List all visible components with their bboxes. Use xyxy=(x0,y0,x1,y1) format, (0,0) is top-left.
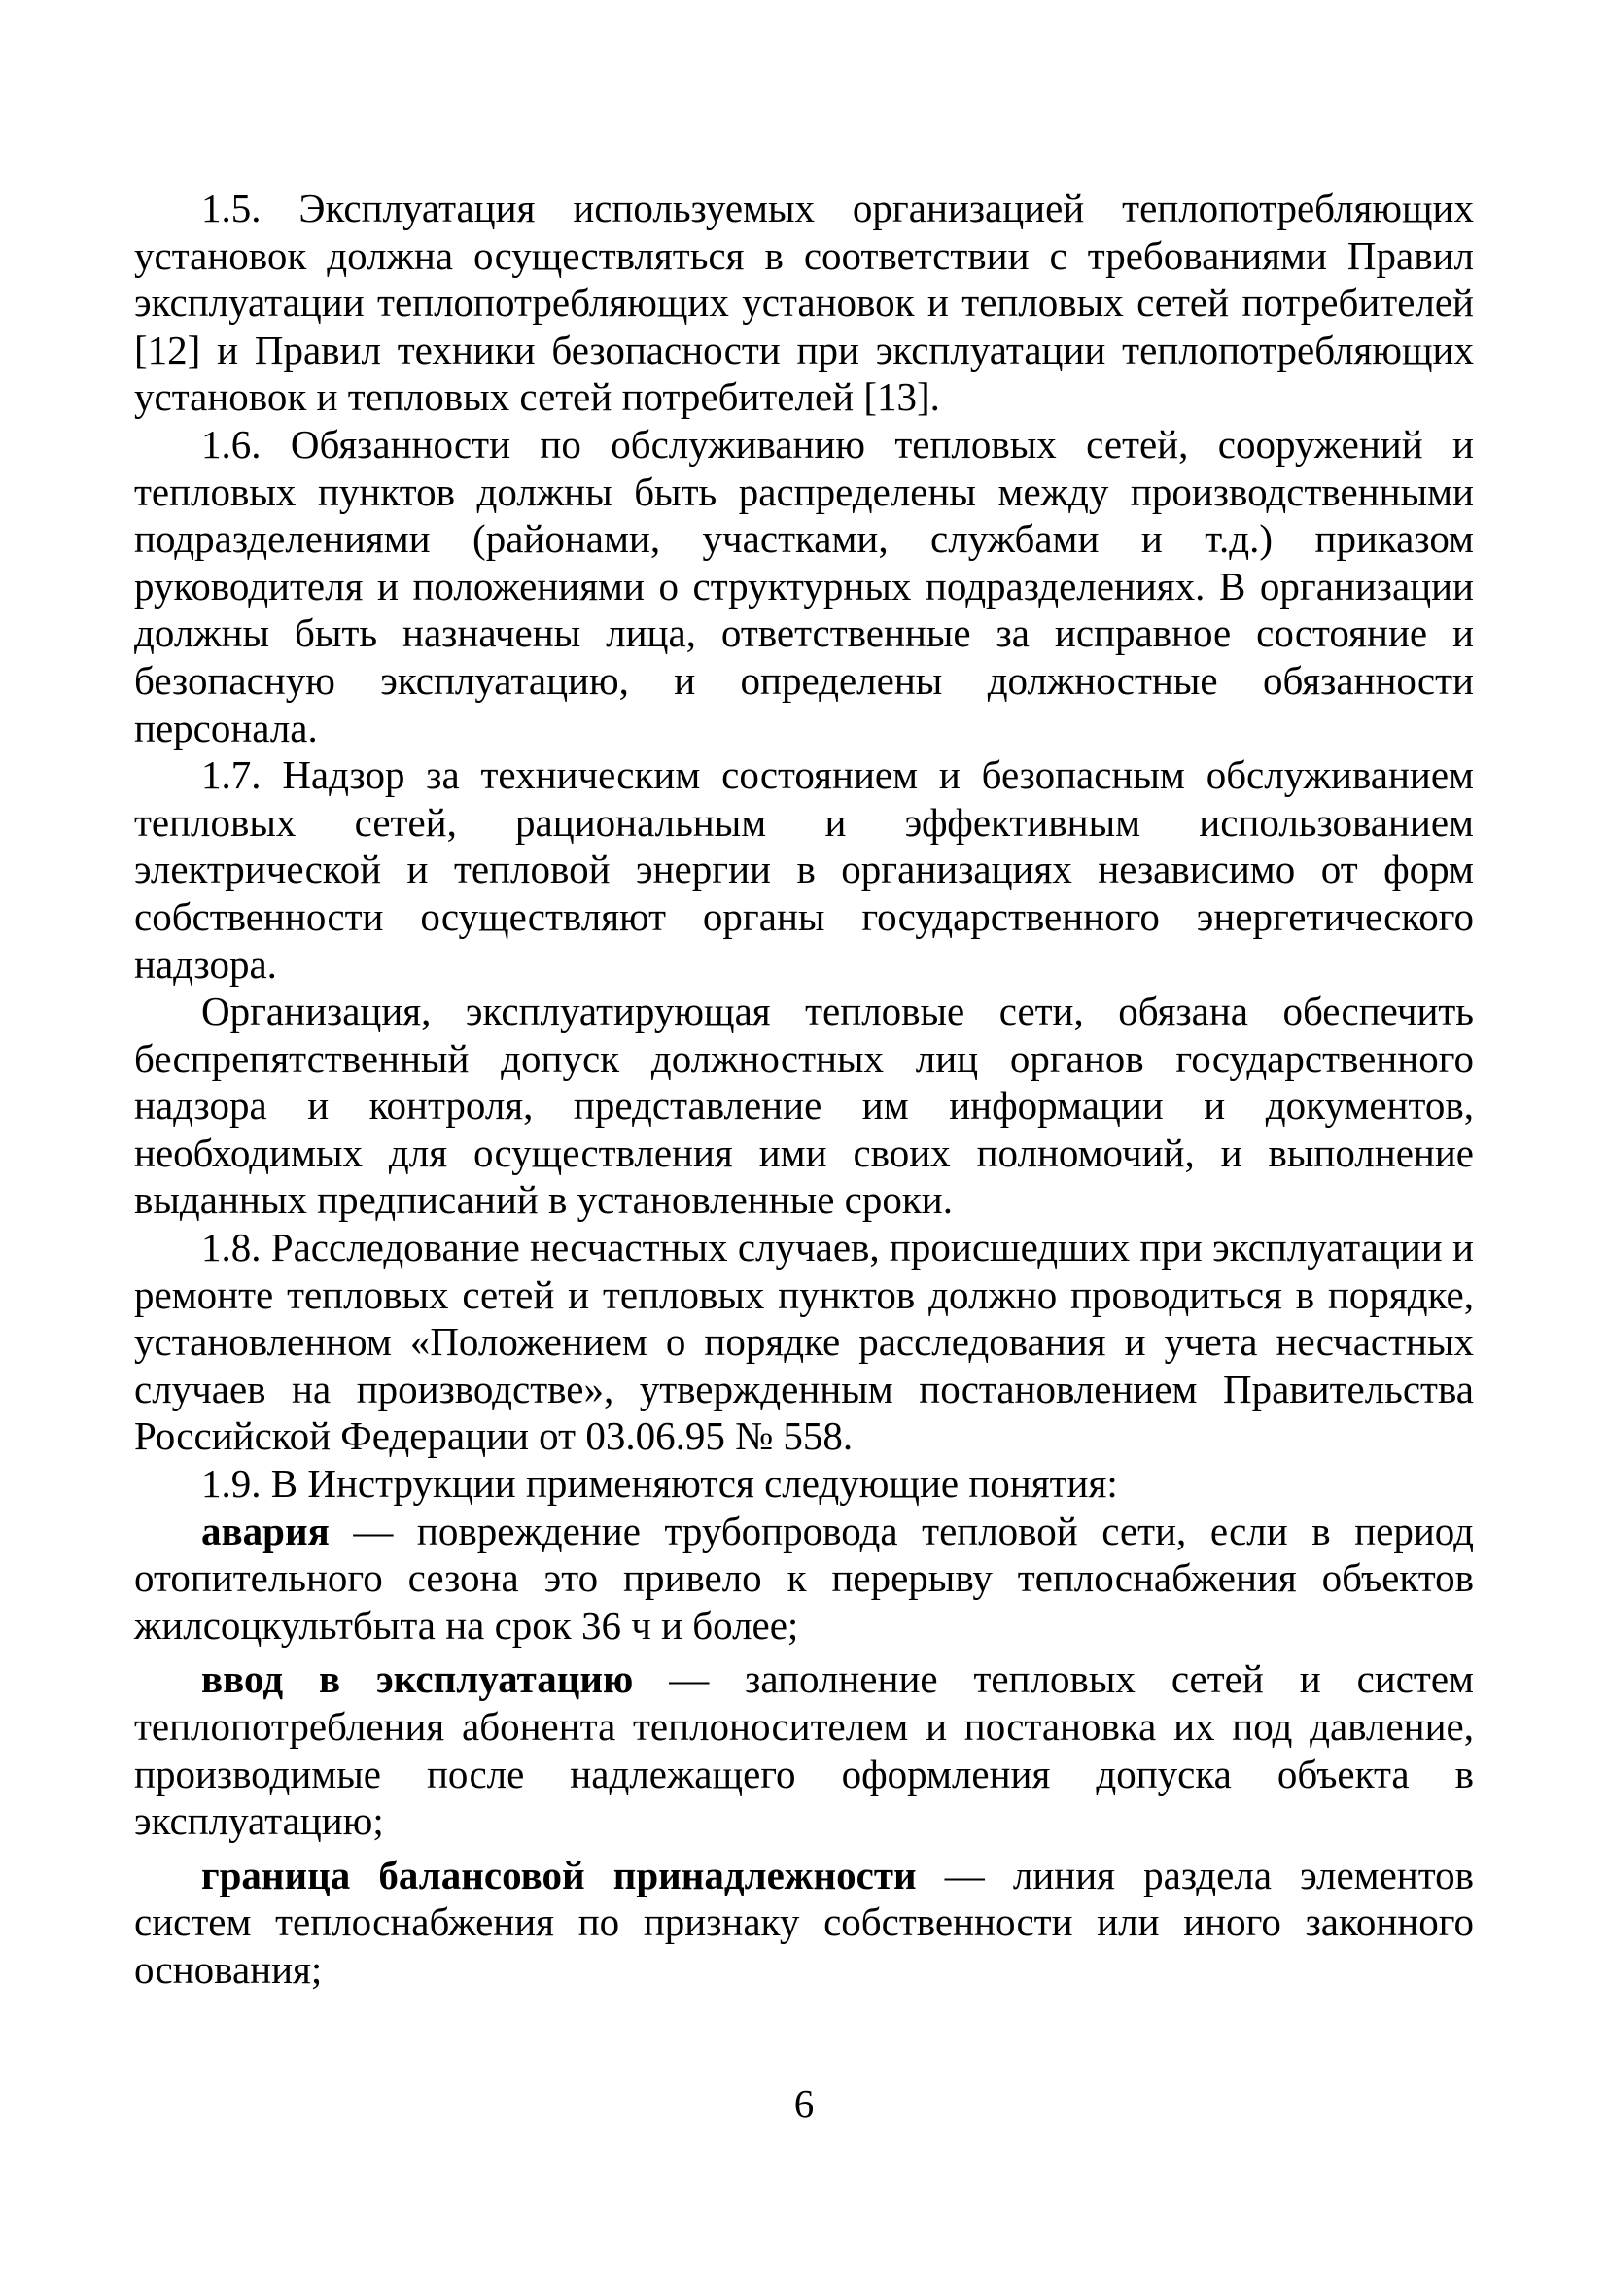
paragraph-1-8: 1.8. Расследование несчастных случаев, происшедших при эксплуатации и ремонте тепловых сетей и тепловых пунктов должно проводиться в порядке, установленном «Положением о порядке расследования и учета несчастных случаев на производстве», утвержденным постановлением Правительства Российской Федерации от 03.06.95 № 558. xyxy=(134,1225,1474,1459)
document-page xyxy=(134,185,1474,1994)
definition-granitsa xyxy=(134,1852,1474,1994)
definition-text: — повреждение трубопровода тепловой сети, если в период отопительного сезона это привело к перерыву теплоснабжения объектов жилсоцкультбыта на срок 36 ч и более; xyxy=(134,1508,1474,1648)
definition-text: — заполнение тепловых сетей и систем теплопотребления абонента теплоносителем и постановка их под давление, производимые после надлежащего оформления допуска объекта в эксплуатацию; xyxy=(134,1656,1474,1844)
page-number: 6 xyxy=(793,2081,815,2126)
definition-text: — линия раздела элементов систем теплоснабжения по признаку собственности или иного законного основания; xyxy=(134,1852,1474,1992)
paragraph-1-5: 1.5. Эксплуатация используемых организацией теплопотребляющих установок должна осуществляться в соответствии с требованиями Правил эксплуатации теплопотребляющих установок и тепловых сетей потребителей [12] и Правил техники безопасности при эксплуатации теплопотребляющих установок и тепловых сетей потребителей [13]. xyxy=(134,186,1474,420)
definition-avaria xyxy=(134,1508,1474,1650)
definition-term: ввод в эксплуатацию xyxy=(201,1656,634,1702)
definition-vvod xyxy=(134,1655,1474,1844)
paragraph-organization-duty: Организация, эксплуатирующая тепловые сети, обязана обеспечить беспрепятственный допуск должностных лиц органов государственного надзора и контроля, представление им информации и документов, необходимых для осуществления ими своих полномочий, и выполнение выданных предписаний в установленные сроки. xyxy=(134,989,1474,1223)
paragraph-1-9: 1.9. В Инструкции применяются следующие понятия: xyxy=(201,1461,1118,1507)
definition-term: граница балансовой принадлежности xyxy=(201,1852,917,1897)
definition-term: авария xyxy=(201,1508,330,1553)
paragraph-1-7: 1.7. Надзор за техническим состоянием и безопасным обслуживанием тепловых сетей, рациональным и эффективным использованием электрической и тепловой энергии в организациях независимо от форм собственности осуществляют органы государственного энергетического надзора. xyxy=(134,752,1474,987)
paragraph-1-6: 1.6. Обязанности по обслуживанию тепловых сетей, сооружений и тепловых пунктов должны быть распределены между производственными подразделениями (районами, участками, службами и т.д.) приказом руководителя и положениями о структурных подразделениях. В организации должны быть назначены лица, ответственные за исправное состояние и безопасную эксплуатацию, и определены должностные обязанности персонала. xyxy=(134,421,1474,750)
